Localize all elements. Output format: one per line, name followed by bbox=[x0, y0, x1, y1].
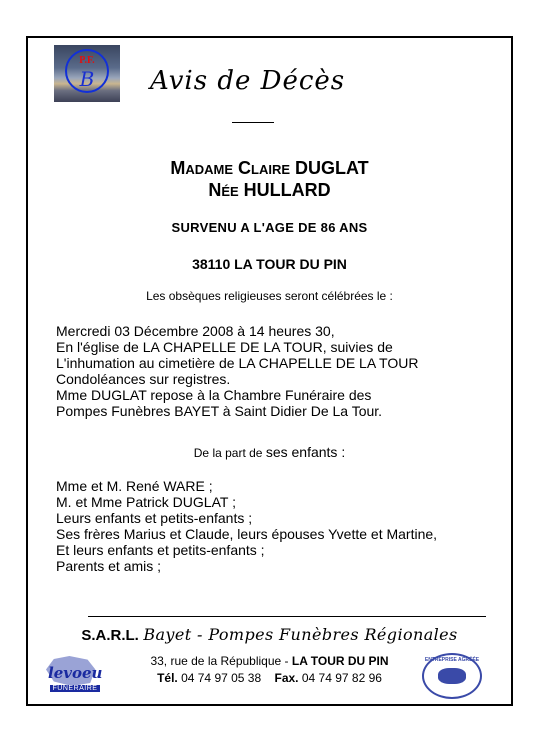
family-intro-emphasis: ses enfants : bbox=[265, 444, 346, 460]
family-line: Mme et M. René WARE ; bbox=[56, 478, 213, 494]
levoeu-subtitle: FUNERAIRE bbox=[50, 685, 100, 692]
ceremony-intro: Les obsèques religieuses seront célébrées le : bbox=[146, 289, 393, 303]
ceremony-line: En l'église de LA CHAPELLE DE LA TOUR, suivies de bbox=[56, 339, 393, 355]
birth-name: Née HULLARD bbox=[208, 180, 331, 200]
family-line: Et leurs enfants et petits-enfants ; bbox=[56, 542, 265, 558]
address-city: LA TOUR DU PIN bbox=[291, 654, 389, 668]
address-street: 33, rue de la République - bbox=[150, 654, 289, 668]
company-name: Bayet - Pompes Funèbres Régionales bbox=[143, 625, 458, 644]
tel-number: 04 74 97 05 38 bbox=[181, 671, 262, 685]
ceremony-line: L'inhumation au cimetière de LA CHAPELLE DE LA TOUR bbox=[56, 355, 419, 371]
family-intro-prefix: De la part de bbox=[193, 446, 263, 460]
ceremony-line: Condoléances sur registres. bbox=[56, 371, 231, 387]
company-line bbox=[26, 625, 513, 645]
age-line: SURVENU A L'AGE DE 86 ANS bbox=[171, 220, 368, 235]
badge-emblem-icon bbox=[438, 668, 466, 684]
ceremony-line: Mercredi 03 Décembre 2008 à 14 heures 30, bbox=[56, 323, 335, 339]
notice-title: Avis de Décès bbox=[150, 66, 346, 96]
family-line: M. et Mme Patrick DUGLAT ; bbox=[56, 494, 236, 510]
tel-label: Tél. bbox=[157, 671, 178, 685]
badge-top-text: ENTREPRISE AGRÉÉE bbox=[424, 657, 480, 663]
family-line: Ses frères Marius et Claude, leurs épouses Yvette et Martine, bbox=[56, 526, 438, 542]
levoeu-funeraire-logo bbox=[44, 656, 110, 696]
ceremony-line: Mme DUGLAT repose à la Chambre Funéraire des bbox=[56, 387, 372, 403]
fax-label: Fax. bbox=[274, 671, 299, 685]
ceremony-line: Pompes Funèbres BAYET à Saint Didier De La Tour. bbox=[56, 403, 383, 419]
levoeu-wordmark: levoeu bbox=[48, 664, 103, 682]
family-intro bbox=[26, 444, 513, 460]
ceremony-details bbox=[56, 323, 418, 419]
family-line: Leurs enfants et petits-enfants ; bbox=[56, 510, 253, 526]
family-line: Parents et amis ; bbox=[56, 558, 162, 574]
logo-monogram: B bbox=[79, 67, 95, 91]
footer-divider bbox=[88, 616, 486, 617]
funeral-home-logo bbox=[54, 45, 120, 102]
deceased-name: Madame Claire DUGLAT bbox=[170, 158, 369, 178]
company-prefix: S.A.R.L. bbox=[81, 627, 139, 644]
title-divider bbox=[232, 122, 274, 123]
approved-company-badge bbox=[422, 653, 482, 699]
logo-pf-text: P.F. bbox=[79, 55, 95, 66]
place-line: 38110 LA TOUR DU PIN bbox=[192, 256, 347, 272]
fax-number: 04 74 97 82 96 bbox=[301, 671, 382, 685]
family-list bbox=[56, 478, 437, 574]
